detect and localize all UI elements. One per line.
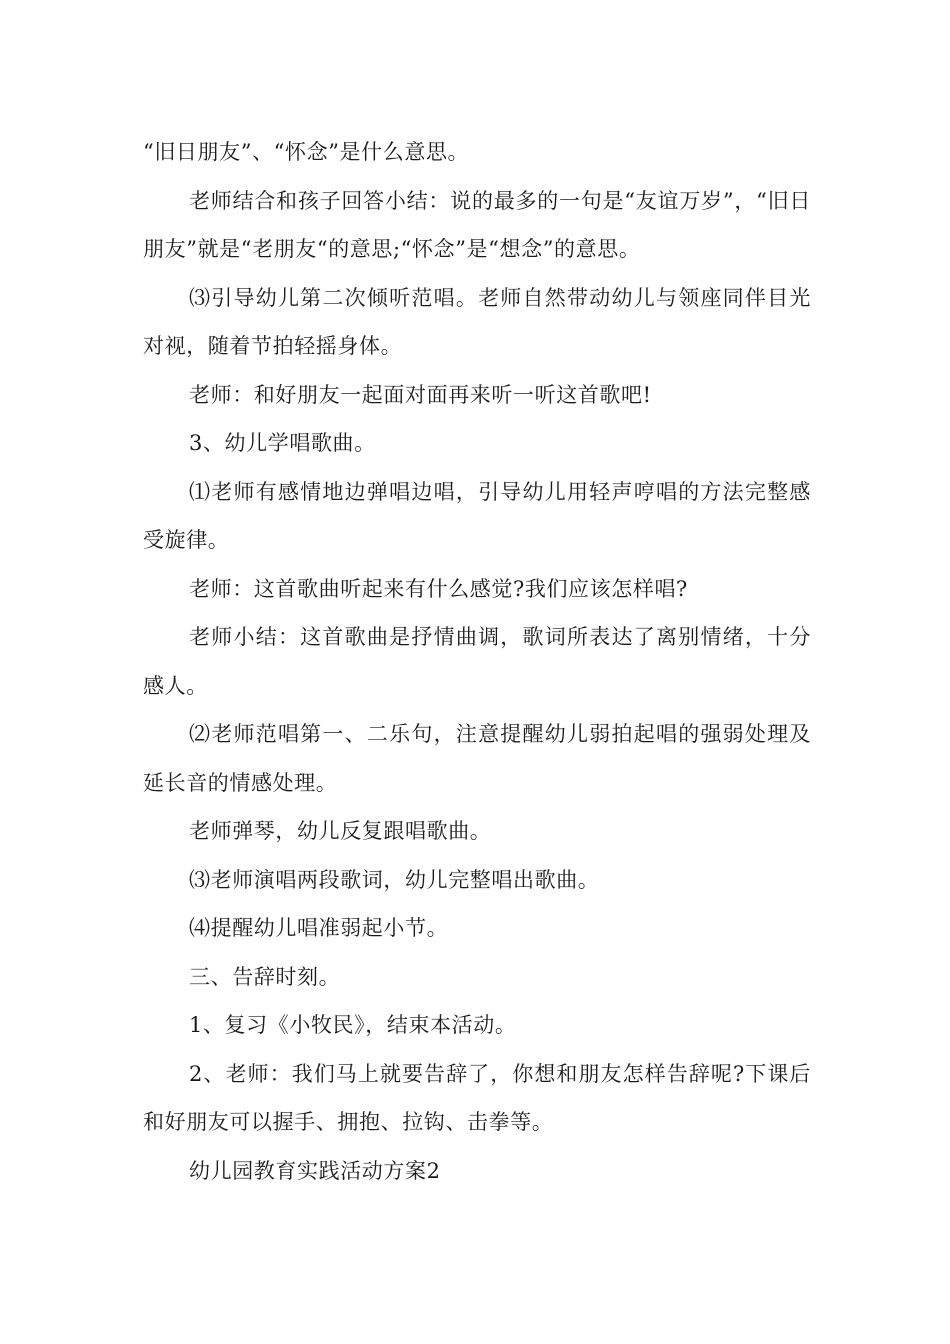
paragraph-15: 2、老师：我们马上就要告辞了，你想和朋友怎样告辞呢?下课后和好朋友可以握手、拥抱、拉钩、击拳等。 xyxy=(143,1061,811,1134)
paragraph-14: 1、复习《小牧民》，结束本活动。 xyxy=(189,1013,517,1037)
paragraph-6: ⑴老师有感情地边弹唱边唱，引导幼儿用轻声哼唱的方法完整感受旋律。 xyxy=(143,479,811,552)
paragraph-4: 老师：和好朋友一起面对面再来听一听这首歌吧! xyxy=(189,382,652,407)
paragraph-5: 3、幼儿学唱歌曲。 xyxy=(189,431,376,455)
paragraph-2: 老师结合和孩子回答小结：说的最多的一句是“友谊万岁”，“旧日朋友”就是“老朋友“的意思;“怀念”是“想念”的意思。 xyxy=(143,188,811,261)
paragraph-12: ⑷提醒幼儿唱准弱起小节。 xyxy=(189,916,449,940)
paragraph-10: 老师弹琴，幼儿反复跟唱歌曲。 xyxy=(189,819,492,843)
paragraph-11: ⑶老师演唱两段歌词，幼儿完整唱出歌曲。 xyxy=(189,867,600,892)
paragraph-7: 老师：这首歌曲听起来有什么感觉?我们应该怎样唱? xyxy=(189,576,688,601)
paragraph-1: “旧日朋友”、“怀念”是什么意思。 xyxy=(143,140,470,164)
paragraph-9: ⑵老师范唱第一、二乐句，注意提醒幼儿弱拍起唱的强弱处理及延长音的情感处理。 xyxy=(143,722,811,795)
paragraph-3: ⑶引导幼儿第二次倾听范唱。老师自然带动幼儿与领座同伴目光对视，随着节拍轻摇身体。 xyxy=(143,285,811,358)
paragraph-16: 幼儿园教育实践活动方案2 xyxy=(189,1158,441,1183)
paragraph-13: 三、告辞时刻。 xyxy=(189,964,341,989)
document-body xyxy=(143,128,811,1195)
paragraph-8: 老师小结：这首歌曲是抒情曲调，歌词所表达了离别情绪，十分感人。 xyxy=(143,625,811,698)
